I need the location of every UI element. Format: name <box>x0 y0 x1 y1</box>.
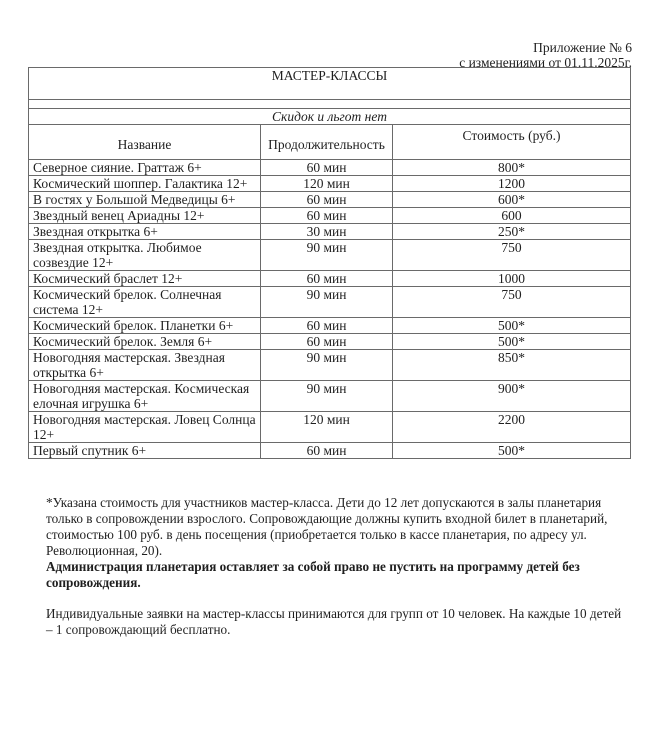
masterclass-price: 900* <box>393 381 631 412</box>
masterclass-name: Космический шоппер. Галактика 12+ <box>29 176 261 192</box>
masterclass-price: 250* <box>393 224 631 240</box>
table-row <box>29 240 631 271</box>
table-subtitle: Скидок и льгот нет <box>29 109 631 125</box>
masterclass-duration: 120 мин <box>261 176 393 192</box>
table-row <box>29 318 631 334</box>
masterclass-price: 750 <box>393 287 631 318</box>
table-row <box>29 412 631 443</box>
table-title: МАСТЕР-КЛАССЫ <box>29 68 631 100</box>
column-header-price: Стоимость (руб.) <box>393 125 631 160</box>
masterclass-price: 750 <box>393 240 631 271</box>
masterclass-price: 500* <box>393 443 631 459</box>
masterclass-name: Космический брелок. Планетки 6+ <box>29 318 261 334</box>
column-header-name: Название <box>29 125 261 160</box>
masterclass-duration: 30 мин <box>261 224 393 240</box>
table-row <box>29 192 631 208</box>
masterclass-price: 600 <box>393 208 631 224</box>
appendix-label: Приложение № 6 <box>533 40 632 55</box>
admission-warning: Администрация планетария оставляет за собой право не пустить на программу детей без сопровождения. <box>46 559 580 590</box>
masterclass-duration: 90 мин <box>261 350 393 381</box>
masterclass-duration: 60 мин <box>261 208 393 224</box>
masterclass-price: 500* <box>393 334 631 350</box>
table-row <box>29 287 631 318</box>
table-title-row <box>29 68 631 100</box>
document-header <box>459 40 632 70</box>
masterclass-duration: 60 мин <box>261 443 393 459</box>
masterclass-name: Новогодняя мастерская. Ловец Солнца 12+ <box>29 412 261 443</box>
masterclass-duration: 90 мин <box>261 240 393 271</box>
masterclass-duration: 60 мин <box>261 334 393 350</box>
table-row <box>29 443 631 459</box>
table-row <box>29 208 631 224</box>
table-row <box>29 381 631 412</box>
masterclass-name: Космический браслет 12+ <box>29 271 261 287</box>
table-row <box>29 160 631 176</box>
price-footnote: *Указана стоимость для участников мастер-класса. Дети до 12 лет допускаются в залы планетария только в сопровождении взрослого. Сопровождающие должны купить входной билет в планетарий, стоимостью 100 руб. в день посещения (приобретается только в кассе планетария, по адресу ул. Революционная, 20). <box>46 495 608 558</box>
masterclass-name: В гостях у Большой Медведицы 6+ <box>29 192 261 208</box>
masterclass-price: 850* <box>393 350 631 381</box>
masterclass-duration: 60 мин <box>261 192 393 208</box>
table-row <box>29 334 631 350</box>
masterclass-price: 600* <box>393 192 631 208</box>
table-header-row <box>29 125 631 160</box>
masterclass-duration: 60 мин <box>261 160 393 176</box>
masterclass-name: Звездный венец Ариадны 12+ <box>29 208 261 224</box>
masterclass-price: 1000 <box>393 271 631 287</box>
masterclass-price: 2200 <box>393 412 631 443</box>
notes-section <box>46 495 626 638</box>
group-requests-note: Индивидуальные заявки на мастер-классы принимаются для групп от 10 человек. На каждые 10 детей – 1 сопровождающий бесплатно. <box>46 606 622 637</box>
masterclass-name: Космический брелок. Солнечная система 12+ <box>29 287 261 318</box>
masterclass-duration: 120 мин <box>261 412 393 443</box>
masterclass-table <box>28 67 631 459</box>
table-row <box>29 176 631 192</box>
masterclass-price: 500* <box>393 318 631 334</box>
masterclass-price: 800* <box>393 160 631 176</box>
table-subtitle-row <box>29 109 631 125</box>
masterclass-name: Звездная открытка. Любимое созвездие 12+ <box>29 240 261 271</box>
masterclass-duration: 60 мин <box>261 271 393 287</box>
masterclass-duration: 90 мин <box>261 287 393 318</box>
masterclass-name: Первый спутник 6+ <box>29 443 261 459</box>
table-row <box>29 350 631 381</box>
masterclass-name: Новогодняя мастерская. Космическая елочная игрушка 6+ <box>29 381 261 412</box>
revision-date: с изменениями от 01.11.2025г. <box>459 55 632 70</box>
column-header-duration: Продолжительность <box>261 125 393 160</box>
masterclass-name: Космический брелок. Земля 6+ <box>29 334 261 350</box>
masterclass-duration: 90 мин <box>261 381 393 412</box>
masterclass-name: Северное сияние. Граттаж 6+ <box>29 160 261 176</box>
masterclass-name: Звездная открытка 6+ <box>29 224 261 240</box>
divider <box>29 100 631 109</box>
table-row <box>29 224 631 240</box>
masterclass-price: 1200 <box>393 176 631 192</box>
masterclass-name: Новогодняя мастерская. Звездная открытка 6+ <box>29 350 261 381</box>
table-row <box>29 271 631 287</box>
masterclass-duration: 60 мин <box>261 318 393 334</box>
